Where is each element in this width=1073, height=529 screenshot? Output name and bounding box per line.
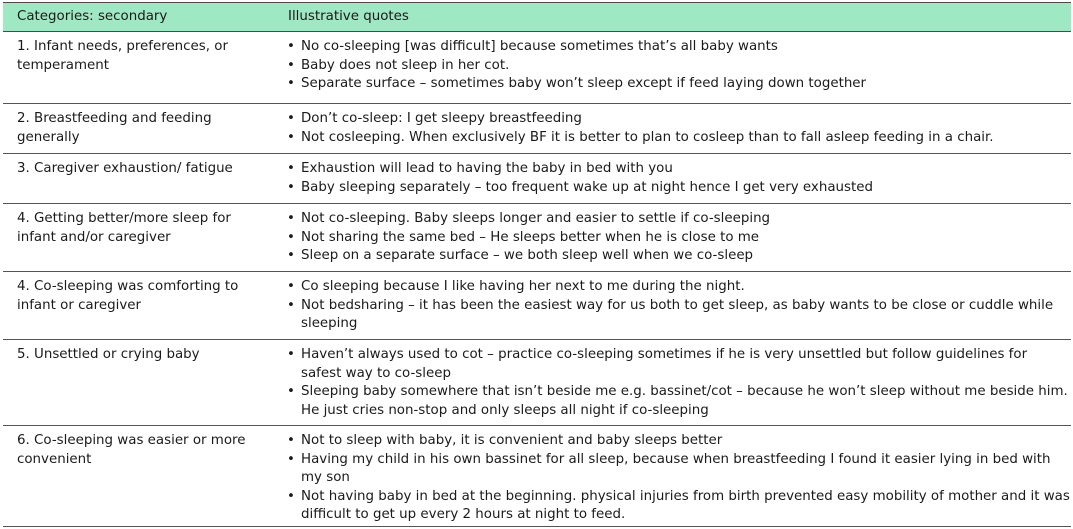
category-cell: 3. Caregiver exhaustion/ fatigue <box>17 161 233 176</box>
quote-item: • Baby sleeping separately – too frequent wake up at night hence I get very exhausted <box>287 179 1071 198</box>
category-cell: 6. Co-sleeping was easier or more convenient <box>17 433 246 467</box>
table-row <box>3 426 1071 527</box>
quote-item: • Sleep on a separate surface – we both sleep well when we co-sleep <box>287 247 1071 266</box>
quote-item: • Sleeping baby somewhere that isn’t beside me e.g. bassinet/cot – because he won’t sleep without me beside him. He just cries non-stop and only sleeps all night if co-sleeping <box>287 383 1071 420</box>
header-quotes: Illustrative quotes <box>288 8 409 24</box>
quote-item: • Co sleeping because I like having her next to me during the night. <box>287 278 1071 297</box>
quote-item: • No co-sleeping [was difficult] because sometimes that’s all baby wants <box>287 38 1071 57</box>
quote-item: • Haven’t always used to cot – practice co-sleeping sometimes if he is very unsettled but follow guidelines for safest way to co-sleep <box>287 346 1071 383</box>
table-row <box>3 340 1071 426</box>
quote-item: • Don’t co-sleep: I get sleepy breastfeeding <box>287 110 1071 129</box>
table-row <box>3 272 1071 340</box>
quote-item: • Not sharing the same bed – He sleeps better when he is close to me <box>287 229 1071 248</box>
quote-item: • Exhaustion will lead to having the baby in bed with you <box>287 160 1071 179</box>
quote-item: • Not cosleeping. When exclusively BF it is better to plan to cosleep than to fall asleep feeding in a chair. <box>287 129 1071 148</box>
header-categories: Categories: secondary <box>17 8 168 24</box>
quote-list <box>287 278 1071 339</box>
category-cell: 2. Breastfeeding and feeding generally <box>17 111 212 145</box>
table-row <box>3 154 1071 204</box>
table-row <box>3 204 1071 272</box>
category-cell: 4. Getting better/more sleep for infant and/or caregiver <box>17 211 231 245</box>
table-row <box>3 104 1071 154</box>
quotes-table <box>3 2 1071 527</box>
category-cell: 5. Unsettled or crying baby <box>17 347 200 362</box>
quote-list <box>287 210 1071 271</box>
table-header-row <box>3 2 1071 32</box>
category-cell: 4. Co-sleeping was comforting to infant or caregiver <box>17 279 239 313</box>
quote-list <box>287 160 1071 203</box>
quote-list <box>287 346 1071 425</box>
quote-list <box>287 110 1071 153</box>
quote-list <box>287 432 1071 526</box>
table-row <box>3 32 1071 104</box>
quote-item: • Separate surface – sometimes baby won’t sleep except if feed laying down together <box>287 75 1071 94</box>
quote-item: • Not having baby in bed at the beginning. physical injuries from birth prevented easy mobility of mother and it was difficult to get up every 2 hours at night to feed. <box>287 488 1071 525</box>
quote-item: • Having my child in his own bassinet for all sleep, because when breastfeeding I found it easier lying in bed with my son <box>287 451 1071 488</box>
quote-list <box>287 38 1071 103</box>
quote-item: • Not co-sleeping. Baby sleeps longer and easier to settle if co-sleeping <box>287 210 1071 229</box>
quote-item: • Baby does not sleep in her cot. <box>287 57 1071 76</box>
quote-item: • Not to sleep with baby, it is convenient and baby sleeps better <box>287 432 1071 451</box>
category-cell: 1. Infant needs, preferences, or temperament <box>17 39 228 73</box>
quote-item: • Not bedsharing – it has been the easiest way for us both to get sleep, as baby wants to be close or cuddle while sleeping <box>287 297 1071 334</box>
